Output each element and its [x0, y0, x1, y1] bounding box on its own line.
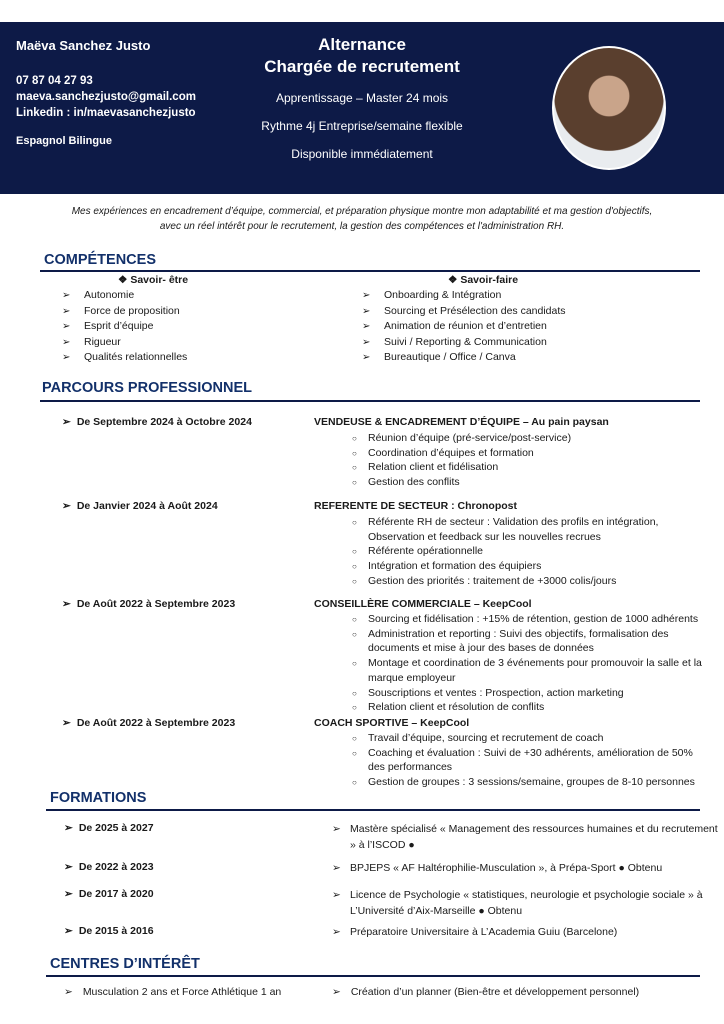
savoir-faire-list [362, 288, 692, 366]
list-item: ○ Gestion des conflits [352, 475, 708, 490]
phone-number: 07 87 04 27 93 [16, 75, 93, 87]
list-item: ○ Administration et reporting : Suivi des objectifs, formalisation des documents et mise à jour des bases de données [352, 627, 708, 656]
candidate-name: Maëva Sanchez Justo [16, 38, 151, 53]
savoir-etre-list [62, 288, 362, 366]
job-date: ➢ De Août 2022 à Septembre 2023 [62, 717, 235, 729]
job-tasks [352, 515, 708, 589]
job-date: ➢ De Août 2022 à Septembre 2023 [62, 598, 235, 610]
list-item: ○ Référente opérationnelle [352, 544, 708, 559]
job-tasks [352, 612, 708, 715]
formations-title: FORMATIONS [50, 790, 147, 806]
formation-date: ➢ De 2025 à 2027 [64, 822, 154, 834]
formation-desc: ➢ Licence de Psychologie « statistiques, neurologie et psychologie sociale » à L’Université d’Aix-Marseille ● Obtenu [332, 888, 722, 919]
interets-divider [46, 975, 700, 977]
list-item: ○ Gestion des priorités : traitement de +3000 colis/jours [352, 574, 708, 589]
list-item: ○ Coordination d’équipes et formation [352, 446, 708, 461]
job-title: COACH SPORTIVE – KeepCool [314, 717, 470, 729]
list-item: ➢ Sourcing et Présélection des candidats [362, 304, 692, 320]
job-title: CONSEILLÈRE COMMERCIALE – KeepCool [314, 598, 532, 610]
list-item: ○ Réunion d’équipe (pré-service/post-service) [352, 431, 708, 446]
target-position: Chargée de recrutement [264, 57, 460, 76]
job-tasks [352, 731, 708, 790]
competences-title: COMPÉTENCES [44, 252, 156, 268]
parcours-divider [40, 400, 700, 402]
linkedin-handle: Linkedin : in/maevasanchezjusto [16, 107, 196, 119]
apprenticeship-info: Apprentissage – Master 24 mois [275, 91, 449, 105]
list-item: ○ Relation client et résolution de conflits [352, 700, 708, 715]
competences-divider [40, 270, 700, 272]
job-title: VENDEUSE & ENCADREMENT D’ÉQUIPE – Au pain paysan [314, 416, 609, 428]
list-item: ○ Coaching et évaluation : Suivi de +30 adhérents, amélioration de 50% des performances [352, 746, 708, 775]
list-item: ○ Souscriptions et ventes : Prospection, action marketing [352, 686, 708, 701]
formation-date: ➢ De 2022 à 2023 [64, 861, 154, 873]
rhythm-info: Rythme 4j Entreprise/semaine flexible [261, 119, 463, 133]
savoir-faire-heading: ❖ Savoir-faire [448, 274, 519, 286]
formation-date: ➢ De 2017 à 2020 [64, 888, 154, 900]
list-item: ➢ Esprit d’équipe [62, 319, 362, 335]
availability-info: Disponible immédiatement [291, 147, 433, 161]
email-address: maeva.sanchezjusto@gmail.com [16, 91, 196, 103]
job-date: ➢ De Janvier 2024 à Août 2024 [62, 500, 218, 512]
profile-photo [552, 46, 666, 170]
list-item: ➢ Force de proposition [62, 304, 362, 320]
interest-item: ➢ Création d’un planner (Bien-être et développement personnel) [332, 986, 639, 998]
job-date: ➢ De Septembre 2024 à Octobre 2024 [62, 416, 252, 428]
job-target-block [232, 34, 492, 174]
intro-line-1: Mes expériences en encadrement d’équipe, commercial, et préparation physique montre mon adaptabilité et ma gestion d'objectifs, [71, 206, 653, 217]
list-item: ○ Intégration et formation des équipiers [352, 559, 708, 574]
formation-desc: ➢ BPJEPS « AF Haltérophilie-Musculation », à Prépa-Sport ● Obtenu [332, 861, 722, 877]
list-item: ➢ Animation de réunion et d’entretien [362, 319, 692, 335]
list-item: ○ Sourcing et fidélisation : +15% de rétention, gestion de 1000 adhérents [352, 612, 708, 627]
contact-block [16, 38, 196, 147]
savoir-faire-column [362, 274, 692, 366]
contract-type: Alternance [318, 35, 406, 54]
parcours-title: PARCOURS PROFESSIONNEL [42, 380, 253, 396]
list-item: ➢ Qualités relationnelles [62, 350, 362, 366]
list-item: ○ Gestion de groupes : 3 sessions/semaine, groupes de 8-10 personnes [352, 775, 708, 790]
list-item: ○ Référente RH de secteur : Validation des profils en intégration, Observation et feedback sur les nouvelles recrues [352, 515, 708, 544]
formation-desc: ➢ Préparatoire Universitaire à L’Academia Guiu (Barcelone) [332, 925, 722, 941]
formation-date: ➢ De 2015 à 2016 [64, 925, 154, 937]
interest-item: ➢ Musculation 2 ans et Force Athlétique 1 an [64, 986, 281, 998]
savoir-etre-heading: ❖ Savoir- être [118, 274, 189, 286]
savoir-etre-column [62, 274, 362, 366]
interets-title: CENTRES D’INTÉRÊT [50, 956, 200, 972]
intro-line-2: avec un réel intérêt pour le recrutement, la gestion des compétences et l'administration RH. [159, 221, 565, 232]
header-banner [0, 22, 724, 194]
list-item: ○ Relation client et fidélisation [352, 460, 708, 475]
list-item: ➢ Onboarding & Intégration [362, 288, 692, 304]
list-item: ○ Montage et coordination de 3 événements pour promouvoir la salle et la marque employeur [352, 656, 708, 685]
job-tasks [352, 431, 708, 490]
list-item: ➢ Rigueur [62, 335, 362, 351]
formations-divider [46, 809, 700, 811]
list-item: ○ Travail d’équipe, sourcing et recrutement de coach [352, 731, 708, 746]
language-skill: Espagnol Bilingue [16, 135, 112, 147]
job-title: REFERENTE DE SECTEUR : Chronopost [314, 500, 518, 512]
list-item: ➢ Autonomie [62, 288, 362, 304]
intro-summary [30, 204, 694, 234]
list-item: ➢ Suivi / Reporting & Communication [362, 335, 692, 351]
list-item: ➢ Bureautique / Office / Canva [362, 350, 692, 366]
formation-desc: ➢ Mastère spécialisé « Management des ressources humaines et du recrutement » à l’ISCOD ● [332, 822, 722, 853]
